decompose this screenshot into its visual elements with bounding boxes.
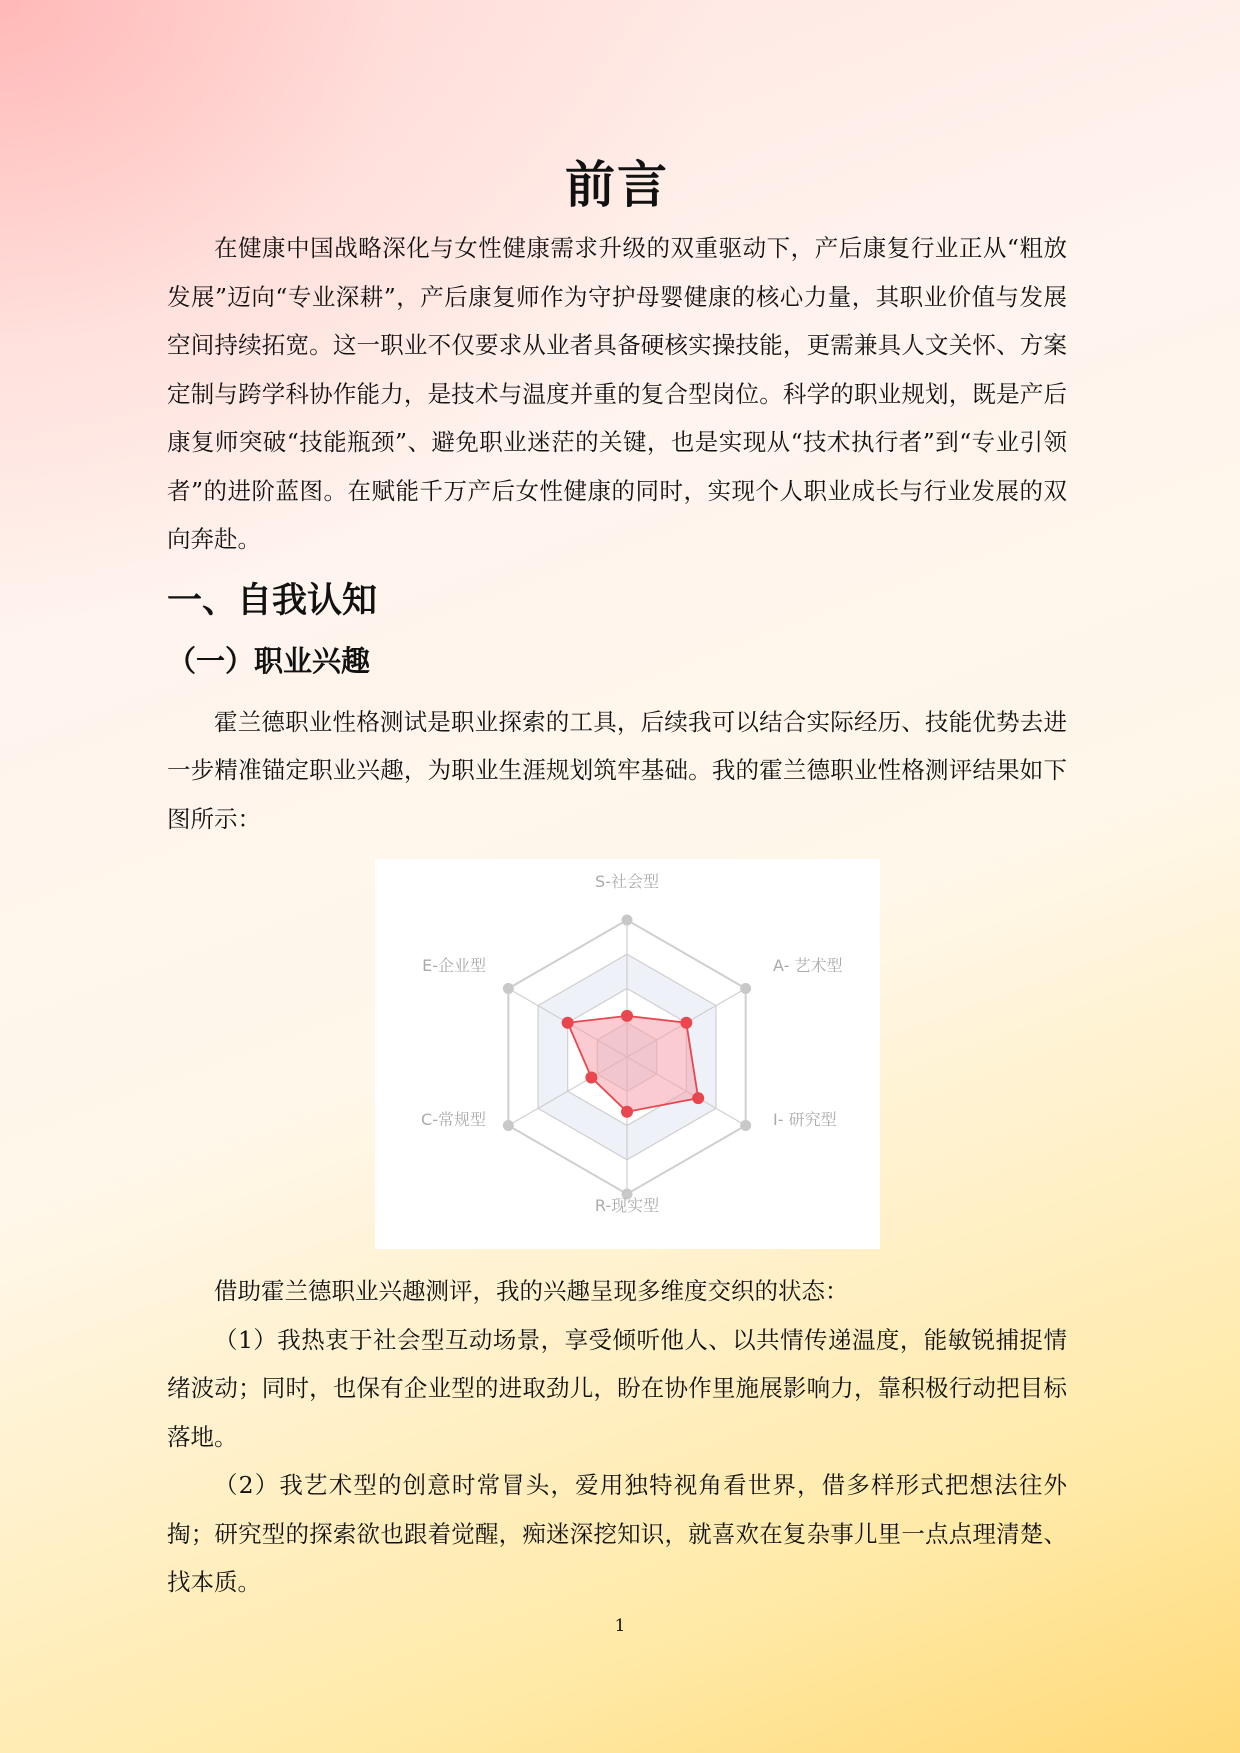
- radar-axis-end-dot-0: [621, 915, 632, 926]
- subsection-heading-career-interest: （一）职业兴趣: [167, 643, 371, 678]
- radar-axis-label-0: S-社会型: [594, 872, 659, 891]
- radar-chart: [375, 859, 880, 1249]
- interest-point-1-paragraph: （1）我热衷于社会型互动场景，享受倾听他人、以共情传递温度，能敏锐捕捉情绪波动；同时，也保有企业型的进取劲儿，盼在协作里施展影响力，靠积极行动把目标落地。: [167, 1325, 1067, 1451]
- radar-axis-end-dot-5: [502, 983, 513, 994]
- radar-point-1: [680, 1017, 692, 1029]
- section-heading-self-awareness: 一、自我认知: [167, 580, 378, 621]
- page-title: 前言: [565, 155, 669, 214]
- radar-point-3: [621, 1106, 633, 1118]
- radar-point-2: [692, 1092, 704, 1104]
- radar-axis-label-5: E-企业型: [421, 956, 486, 975]
- radar-point-5: [561, 1017, 573, 1029]
- radar-axis-end-dot-2: [740, 1120, 751, 1131]
- radar-axis-label-4: C-常规型: [420, 1110, 486, 1129]
- intro-paragraph: 在健康中国战略深化与女性健康需求升级的双重驱动下，产后康复行业正从“粗放发展”迈向“专业深耕”，产后康复师作为守护母婴健康的核心力量，其职业价值与发展空间持续拓宽。这一职业不仅要求从业者具备硬核实操技能，更需兼具人文关怀、方案定制与跨学科协作能力，是技术与温度并重的复合型岗位。科学的职业规划，既是产后康复师突破“技能瓶颈”、避免职业迷茫的关键，也是实现从“技术执行者”到“专业引领者”的进阶蓝图。在赋能千万产后女性健康的同时，实现个人职业成长与行业发展的双向奔赴。: [167, 234, 1067, 553]
- page-content: [167, 150, 1067, 1607]
- interest-point-2-paragraph: （2）我艺术型的创意时常冒头，爱用独特视角看世界，借多样形式把想法往外掏；研究型的探索欲也跟着觉醒，痴迷深挖知识，就喜欢在复杂事儿里一点点理清楚、找本质。: [167, 1471, 1067, 1596]
- radar-axis-end-dot-4: [502, 1120, 513, 1131]
- radar-axis-label-2: I- 研究型: [772, 1110, 837, 1129]
- radar-axis-label-1: A- 艺术型: [772, 956, 842, 975]
- holland-intro-paragraph: 霍兰德职业性格测试是职业探索的工具，后续我可以结合实际经历、技能优势去进一步精准锚定职业兴趣，为职业生涯规划筑牢基础。我的霍兰德职业性格测评结果如下图所示：: [167, 707, 1067, 833]
- radar-point-0: [621, 1010, 633, 1022]
- interest-summary-paragraph: 借助霍兰德职业兴趣测评，我的兴趣呈现多维度交织的状态：: [214, 1277, 849, 1305]
- radar-point-4: [585, 1072, 597, 1084]
- holland-radar-figure: [375, 859, 880, 1249]
- radar-axis-end-dot-1: [740, 983, 751, 994]
- radar-axis-label-3: R-现实型: [594, 1196, 659, 1215]
- page-number: 1: [614, 1616, 626, 1636]
